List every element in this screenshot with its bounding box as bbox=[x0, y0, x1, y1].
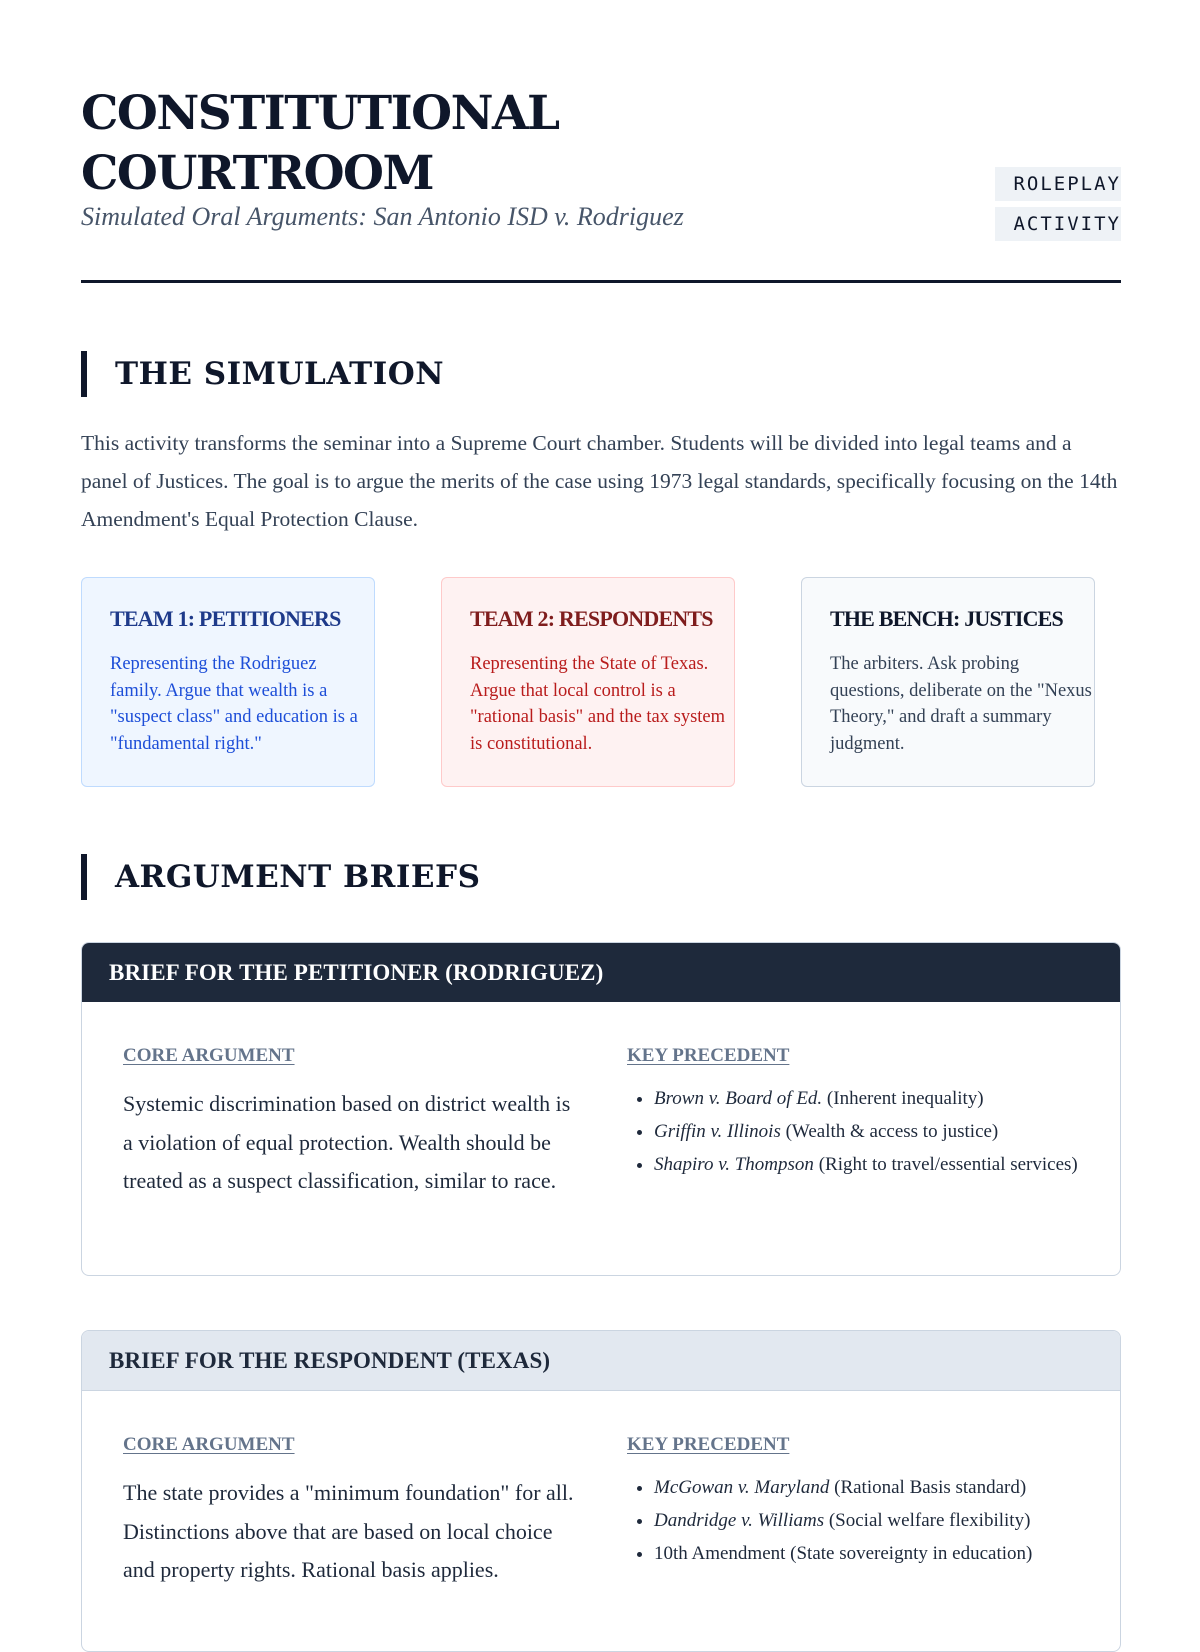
case-note: (Rational Basis standard) bbox=[834, 1477, 1027, 1498]
case-name: Brown v. Board of Ed. bbox=[654, 1088, 823, 1109]
list-item bbox=[654, 1152, 1084, 1179]
team-card-title: TEAM 2: RESPONDENTS bbox=[470, 606, 713, 631]
page-title bbox=[81, 84, 559, 204]
list-item bbox=[654, 1119, 1084, 1146]
brief-respondent bbox=[81, 1330, 1121, 1652]
team-cards bbox=[81, 577, 1121, 787]
team-card-description: The arbiters. Ask probing questions, deliberate on the "Nexus Theory," and draft a summary judgment. bbox=[830, 654, 1092, 754]
case-name: Shapiro v. Thompson bbox=[654, 1154, 814, 1175]
team-card-petitioners bbox=[81, 577, 375, 787]
simulation-intro: This activity transforms the seminar into a Supreme Court chamber. Students will be divided into legal teams and a panel of Justices. The goal is to argue the merits of the case using 1973 legal standards, specifically focusing on the 14th Amendment's Equal Protection Clause. bbox=[81, 431, 1118, 531]
title-line-1: CONSTITUTIONAL bbox=[81, 86, 559, 141]
case-name: Griffin v. Illinois bbox=[654, 1121, 781, 1142]
team-card-description: Representing the State of Texas. Argue that local control is a "rational basis" and the tax system is constitutional. bbox=[470, 654, 726, 754]
activity-badge bbox=[989, 164, 1121, 244]
brief-title: BRIEF FOR THE RESPONDENT (TEXAS) bbox=[82, 1331, 1120, 1391]
key-precedent-label: KEY PRECEDENT bbox=[627, 1045, 790, 1066]
team-card-respondents bbox=[441, 577, 735, 787]
case-note: (Right to travel/essential services) bbox=[818, 1154, 1078, 1175]
precedent-list bbox=[627, 1475, 1084, 1574]
case-note: (Social welfare flexibility) bbox=[828, 1510, 1031, 1531]
team-card-title: THE BENCH: JUSTICES bbox=[830, 606, 1063, 631]
header-divider bbox=[81, 280, 1121, 283]
page-subtitle: Simulated Oral Arguments: San Antonio ISD v. Rodriguez bbox=[81, 202, 684, 231]
core-argument-label: CORE ARGUMENT bbox=[123, 1434, 295, 1455]
title-line-2: COURTROOM bbox=[81, 146, 434, 201]
badge-line-1: ROLEPLAY bbox=[995, 167, 1121, 201]
core-argument-label: CORE ARGUMENT bbox=[123, 1045, 295, 1066]
core-argument-text: Systemic discrimination based on district wealth is a violation of equal protection. Wealth should be treated as a suspect classification, similar to race. bbox=[123, 1091, 571, 1193]
case-name: McGowan v. Maryland bbox=[654, 1477, 830, 1498]
list-item bbox=[654, 1508, 1084, 1535]
case-note: (Wealth & access to justice) bbox=[785, 1121, 999, 1142]
case-note: 10th Amendment (State sovereignty in education) bbox=[654, 1543, 1033, 1564]
list-item bbox=[654, 1541, 1084, 1568]
precedent-list bbox=[627, 1086, 1084, 1185]
core-argument-text: The state provides a "minimum foundation" for all. Distinctions above that are based on local choice and property rights. Rational basis applies. bbox=[123, 1480, 574, 1582]
section-heading-simulation: THE SIMULATION bbox=[81, 351, 444, 397]
list-item bbox=[654, 1475, 1084, 1502]
case-note: (Inherent inequality) bbox=[826, 1088, 984, 1109]
team-card-title: TEAM 1: PETITIONERS bbox=[110, 606, 341, 631]
team-card-description: Representing the Rodriguez family. Argue that wealth is a "suspect class" and education is a "fundamental right." bbox=[110, 654, 358, 754]
page-header bbox=[81, 84, 1121, 284]
key-precedent-label: KEY PRECEDENT bbox=[627, 1434, 790, 1455]
case-name: Dandridge v. Williams bbox=[654, 1510, 825, 1531]
brief-title: BRIEF FOR THE PETITIONER (RODRIGUEZ) bbox=[82, 943, 1120, 1002]
badge-line-2: ACTIVITY bbox=[995, 207, 1121, 241]
brief-petitioner bbox=[81, 942, 1121, 1276]
list-item bbox=[654, 1086, 1084, 1113]
team-card-justices bbox=[801, 577, 1095, 787]
section-heading-briefs: ARGUMENT BRIEFS bbox=[81, 854, 480, 900]
